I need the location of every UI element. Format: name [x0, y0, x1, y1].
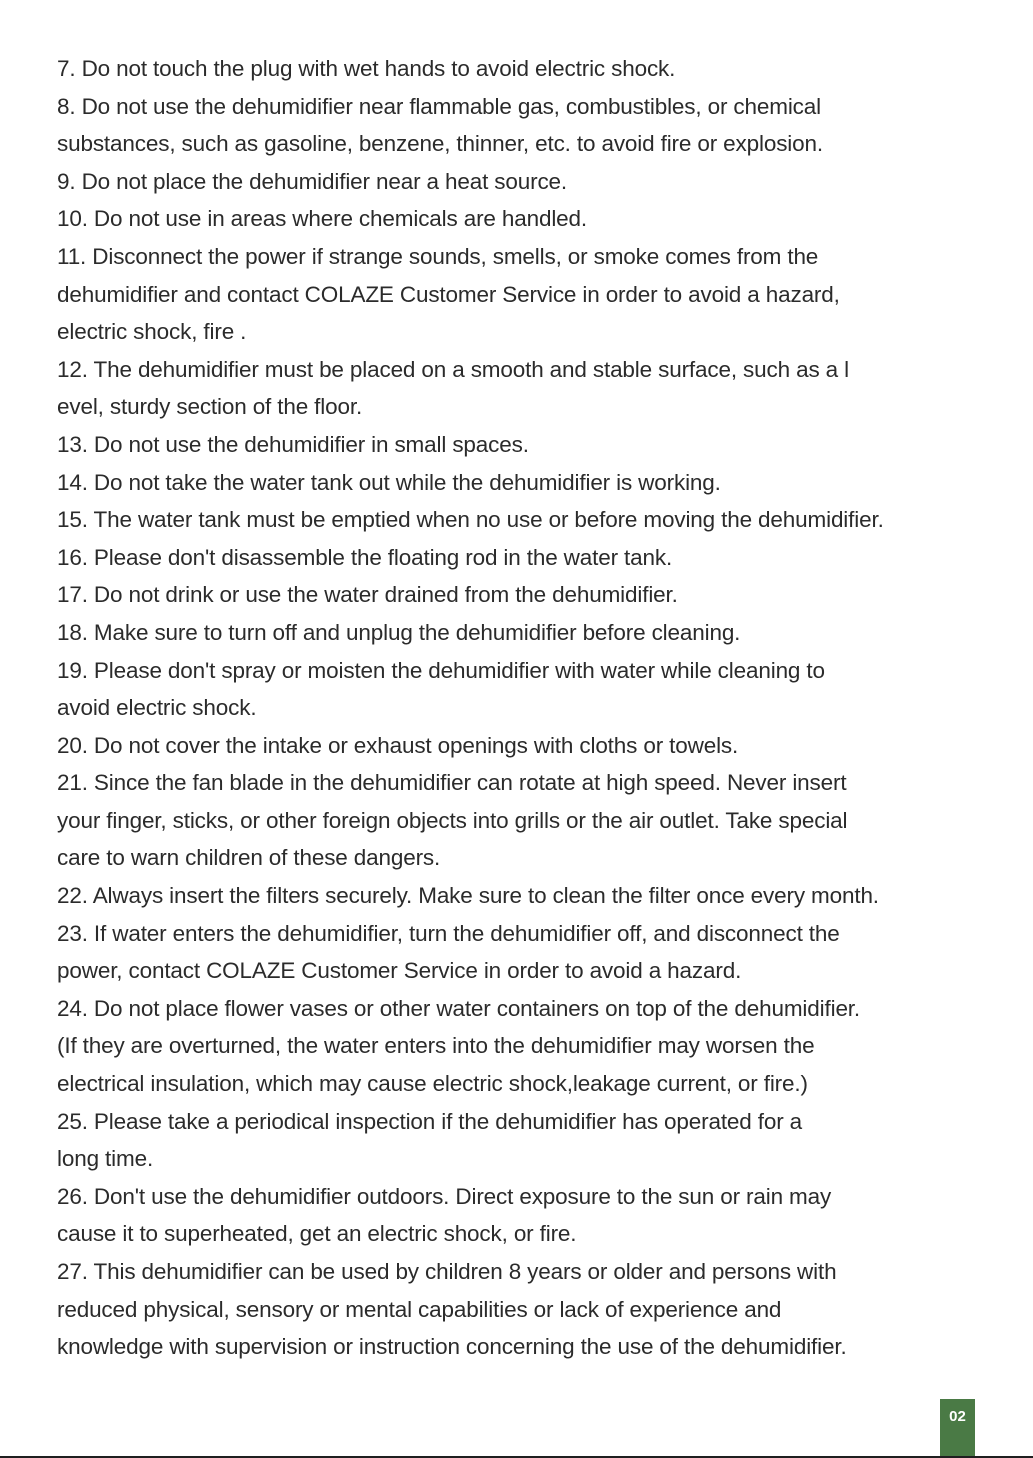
instruction-line: 9. Do not place the dehumidifier near a heat source. [57, 168, 568, 194]
instruction-line: 16. Please don't disassemble the floating rod in the water tank. [57, 544, 673, 570]
instruction-line: 7. Do not touch the plug with wet hands to avoid electric shock. [57, 56, 676, 81]
instruction-line: 18. Make sure to turn off and unplug the dehumidifier before cleaning. [57, 619, 741, 645]
instruction-line: 10. Do not use in areas where chemicals are handled. [57, 206, 588, 232]
instruction-line: 24. Do not place flower vases or other water containers on top of the dehumidifier. [57, 995, 861, 1021]
instruction-line: (If they are overturned, the water enters into the dehumidifier may worsen the [57, 1033, 815, 1059]
instruction-line: dehumidifier and contact COLAZE Customer Service in order to avoid a hazard, [57, 281, 840, 307]
instruction-line: avoid electric shock. [57, 695, 257, 721]
instruction-line: 27. This dehumidifier can be used by children 8 years or older and persons with [57, 1259, 837, 1284]
instruction-line: 8. Do not use the dehumidifier near flammable gas, combustibles, or chemical [57, 93, 821, 119]
instruction-line: care to warn children of these dangers. [57, 845, 441, 871]
instruction-line: 12. The dehumidifier must be placed on a smooth and stable surface, such as a l [57, 356, 849, 382]
instruction-line: knowledge with supervision or instruction concerning the use of the dehumidifier. [57, 1334, 847, 1360]
instruction-line: electric shock, fire . [57, 319, 247, 345]
instruction-line: 17. Do not drink or use the water drained from the dehumidifier. [57, 582, 678, 608]
instruction-line: 14. Do not take the water tank out while the dehumidifier is working. [57, 469, 721, 495]
instruction-line: 15. The water tank must be emptied when no use or before moving the dehumidifier. [57, 507, 884, 533]
instruction-line: 26. Don't use the dehumidifier outdoors. Direct exposure to the sun or rain may [57, 1183, 832, 1209]
instruction-line: long time. [57, 1146, 154, 1172]
instruction-line: 20. Do not cover the intake or exhaust openings with cloths or towels. [57, 732, 739, 758]
instruction-line: substances, such as gasoline, benzene, thinner, etc. to avoid fire or explosion. [57, 131, 823, 157]
instruction-line: cause it to superheated, get an electric shock, or fire. [57, 1221, 577, 1247]
instruction-line: 23. If water enters the dehumidifier, turn the dehumidifier off, and disconnect the [57, 920, 840, 946]
instruction-line: 13. Do not use the dehumidifier in small spaces. [57, 431, 529, 457]
instruction-line: power, contact COLAZE Customer Service in order to avoid a hazard. [57, 958, 742, 984]
page-number-badge: 02 [940, 1399, 975, 1456]
instruction-line: electrical insulation, which may cause electric shock,leakage current, or fire.) [57, 1071, 808, 1097]
instruction-line: 11. Disconnect the power if strange sounds, smells, or smoke comes from the [57, 243, 819, 269]
instruction-line: 22. Always insert the filters securely. Make sure to clean the filter once every month. [57, 883, 879, 909]
instruction-line: your finger, sticks, or other foreign objects into grills or the air outlet. Take special [57, 807, 848, 833]
instruction-line: 25. Please take a periodical inspection if the dehumidifier has operated for a [57, 1108, 803, 1134]
instruction-line: evel, sturdy section of the floor. [57, 394, 363, 420]
instruction-line: 19. Please don't spray or moisten the dehumidifier with water while cleaning to [57, 657, 825, 683]
safety-instructions-list [57, 50, 997, 1366]
instruction-line: reduced physical, sensory or mental capabilities or lack of experience and [57, 1296, 782, 1322]
instruction-line: 21. Since the fan blade in the dehumidifier can rotate at high speed. Never insert [57, 770, 847, 796]
